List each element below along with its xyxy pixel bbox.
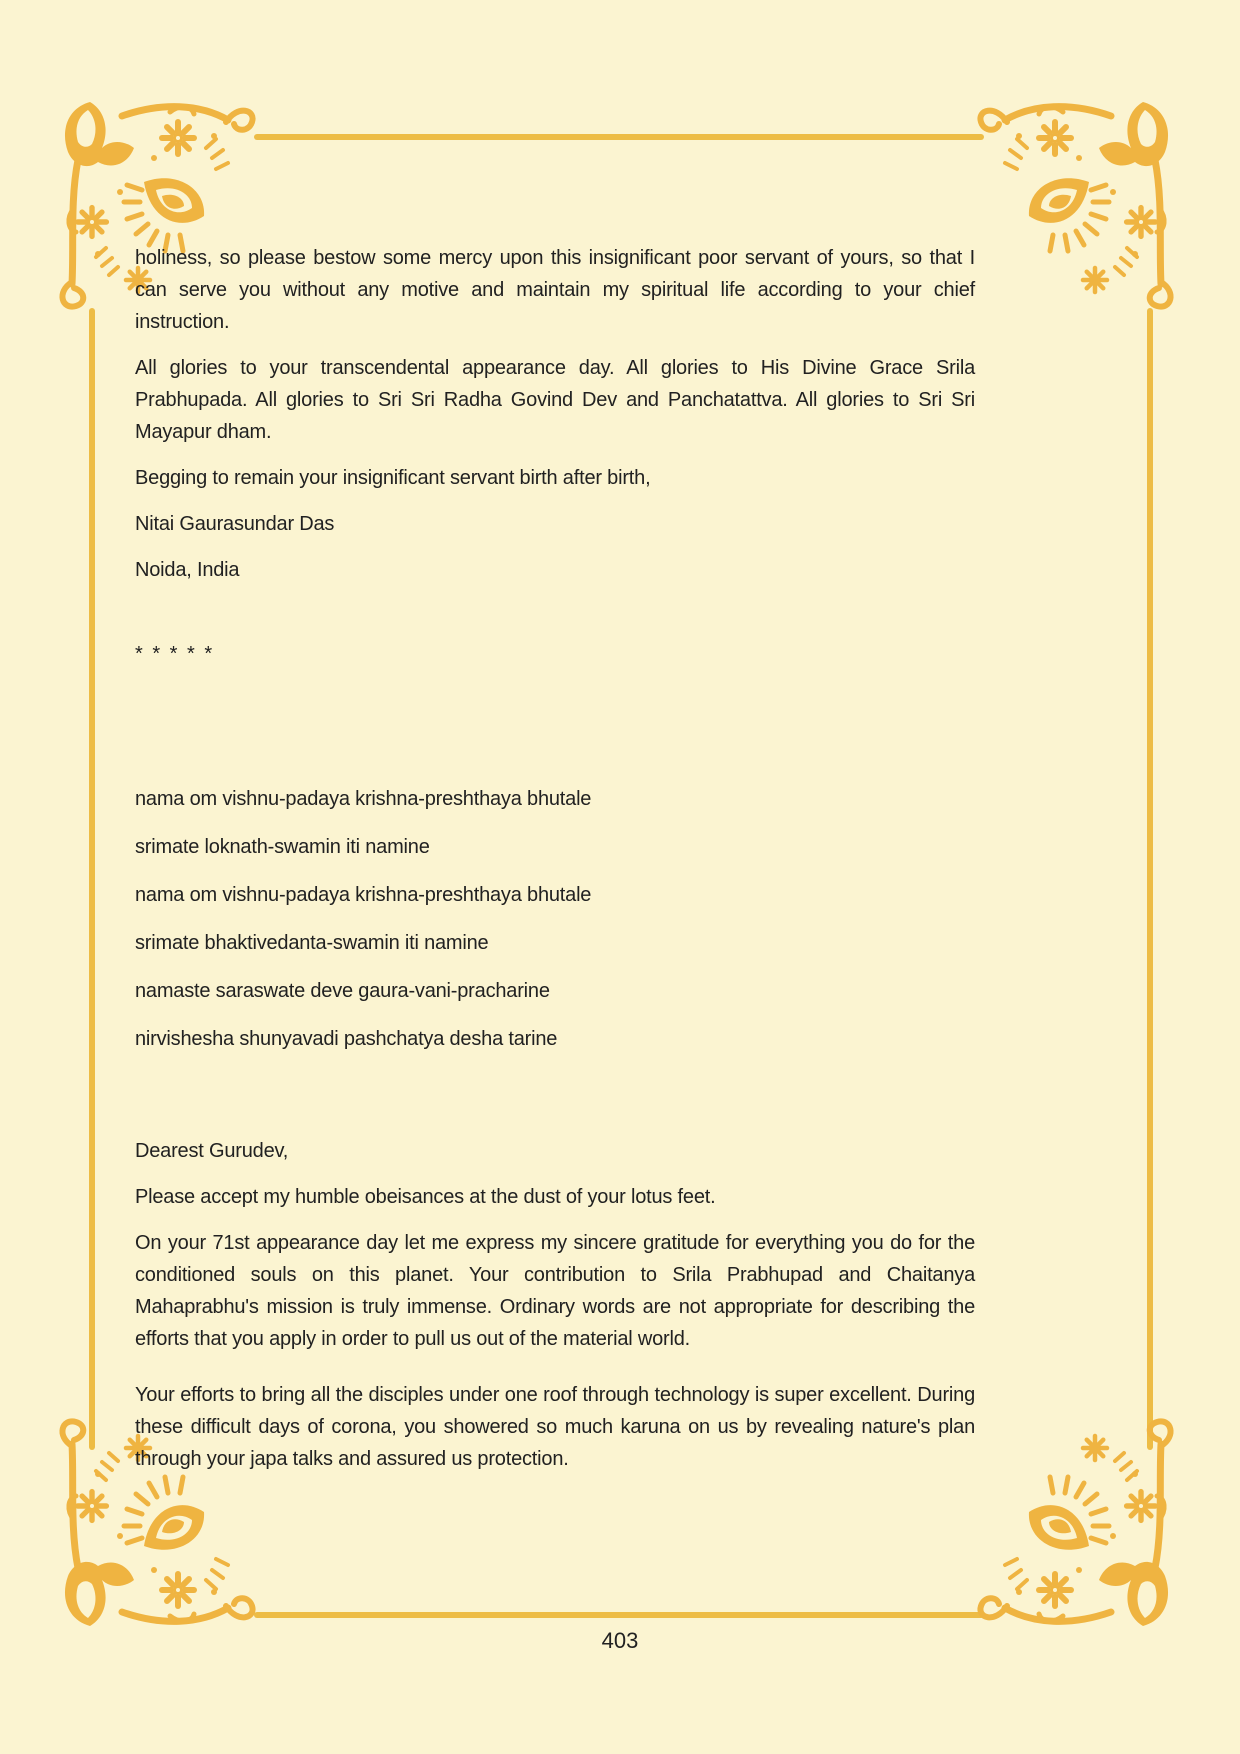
- border-line-right: [1147, 308, 1153, 1450]
- signature-name: Nitai Gaurasundar Das: [135, 513, 335, 535]
- floral-corner-ornament-bottom-right: [975, 1412, 1175, 1632]
- letter-gratitude-paragraph: On your 71st appearance day let me express my sincere gratitude for everything you do for the conditioned souls on this planet. Your contribution to Srila Prabhupad and Chaitanya Mahaprabhu's mission is truly immense. Ordinary words are not appropriate for describing the efforts that you apply in order to pull us out of the material world.: [135, 1232, 975, 1350]
- letter-obeisance-line: Please accept my humble obeisances at the dust of your lotus feet.: [135, 1186, 716, 1208]
- mantra-line: nama om vishnu-padaya krishna-preshthaya bhutale: [135, 884, 592, 906]
- letter-efforts-paragraph: Your efforts to bring all the disciples under one roof through technology is super excellent. During these difficult days of corona, you showered so much karuna on us by revealing nature's plan through your japa talks and assured us protection.: [135, 1384, 975, 1470]
- border-line-left: [89, 308, 95, 1450]
- signature-place: Noida, India: [135, 559, 240, 581]
- pranam-mantra-block: [135, 783, 975, 1055]
- letter-glories-paragraph: All glories to your transcendental appearance day. All glories to His Divine Grace Srila Prabhupada. All glories to Sri Sri Radha Govind Dev and Panchatattva. All glories to Sri Sri Mayapur dham.: [135, 357, 975, 443]
- mantra-line: namaste saraswate deve gaura-vani-pracharine: [135, 980, 550, 1002]
- mantra-line: srimate loknath-swamin iti namine: [135, 836, 430, 858]
- letter-salutation: Dearest Gurudev,: [135, 1140, 289, 1162]
- letter-text-block: [135, 242, 975, 1489]
- floral-corner-ornament-top-right: [975, 96, 1175, 316]
- page-number: 403: [601, 1628, 639, 1653]
- letter-closing-paragraph: holiness, so please bestow some mercy upon this insignificant poor servant of yours, so that I can serve you without any motive and maintain my spiritual life according to your chief instruction.: [135, 247, 975, 333]
- border-line-top: [254, 134, 984, 140]
- letter-separator-asterisks: * * * * *: [135, 643, 215, 665]
- next-letter-block: [135, 1135, 975, 1475]
- border-line-bottom: [254, 1612, 984, 1618]
- mantra-line: srimate bhaktivedanta-swamin iti namine: [135, 932, 489, 954]
- mantra-line: nama om vishnu-padaya krishna-preshthaya bhutale: [135, 788, 592, 810]
- letter-valediction: Begging to remain your insignificant servant birth after birth,: [135, 467, 651, 489]
- mantra-line: nirvishesha shunyavadi pashchatya desha tarine: [135, 1028, 558, 1050]
